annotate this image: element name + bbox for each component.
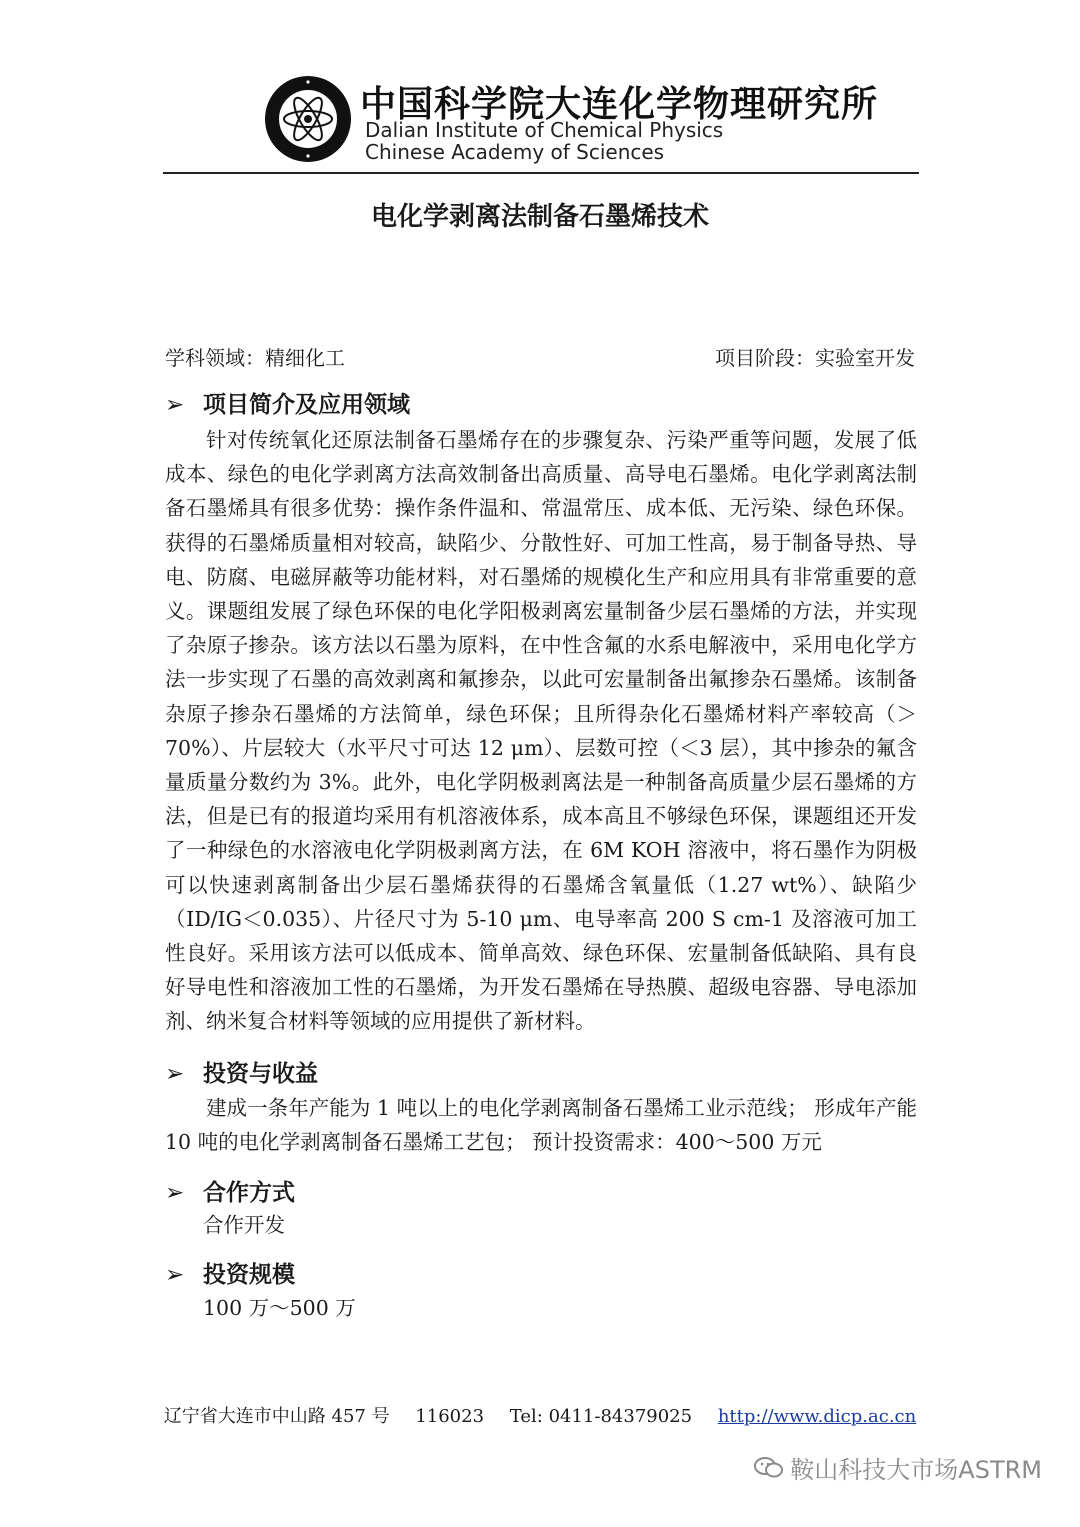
institute-seal-logo — [263, 74, 353, 164]
footer-contact — [0, 1402, 1080, 1428]
section-body-investment-return: 建成一条年产能为 1 吨以上的电化学剥离制备石墨烯工业示范线； 形成年产能 10 吨的电化学剥离制备石墨烯工艺包； 预计投资需求：400～500 万元 — [165, 1096, 917, 1155]
section-heading-label: 投资规模 — [203, 1262, 295, 1288]
section-body-investment-scale: 100 万～500 万 — [203, 1296, 356, 1320]
wechat-icon — [754, 1456, 784, 1480]
footer-postcode: 116023 — [415, 1406, 485, 1427]
arrow-bullet-icon: ➢ — [165, 1061, 185, 1087]
section-heading-investment-return — [165, 1055, 318, 1088]
section-heading-cooperation — [165, 1174, 295, 1207]
project-stage: 项目阶段：实验室开发 — [715, 346, 915, 370]
institute-name-chinese: 中国科学院大连化学物理研究所 — [360, 83, 879, 125]
section-heading-intro — [165, 386, 410, 419]
wechat-watermark — [754, 1450, 1042, 1485]
header-divider — [163, 172, 919, 174]
section-heading-label: 合作方式 — [203, 1180, 295, 1206]
section-heading-label: 项目简介及应用领域 — [203, 392, 410, 418]
subject-field: 学科领域：精细化工 — [165, 346, 345, 370]
document-title: 电化学剥离法制备石墨烯技术 — [370, 202, 709, 232]
arrow-bullet-icon: ➢ — [165, 1180, 185, 1206]
institute-name-english-line2: Chinese Academy of Sciences — [365, 140, 665, 164]
arrow-bullet-icon: ➢ — [165, 1262, 185, 1288]
institute-name-english-line1: Dalian Institute of Chemical Physics — [365, 118, 724, 142]
section-body-intro: 针对传统氧化还原法制备石墨烯存在的步骤复杂、污染严重等问题，发展了低成本、绿色的电化学剥离方法高效制备出高质量、高导电石墨烯。电化学剥离法制备石墨烯具有很多优势：操作条件温和、常温常压、成本低、无污染、绿色环保。获得的石墨烯质量相对较高，缺陷少、分散性好、可加工性高，易于制备导热、导电、防腐、电磁屏蔽等功能材料，对石墨烯的规模化生产和应用具有非常重要的意义。课题组发展了绿色环保的电化学阳极剥离宏量制备少层石墨烯的方法，并实现了杂原子掺杂。该方法以石墨为原料，在中性含氟的水系电解液中，采用电化学方法一步实现了石墨的高效剥离和氟掺杂，以此可宏量制备出氟掺杂石墨烯。该制备杂原子掺杂石墨烯的方法简单，绿色环保；且所得杂化石墨烯材料产率较高（＞70%）、片层较大（水平尺寸可达 12 μm）、层数可控（＜3 层），其中掺杂的氟含量质量分数约为 3%。此外，电化学阴极剥离法是一种制备高质量少层石墨烯的方法，但是已有的报道均采用有机溶液体系，成本高且不够绿色环保，课题组还开发了一种绿色的水溶液电化学阴极剥离方法，在 6M KOH 溶液中，将石墨作为阴极可以快速剥离制备出少层石墨烯获得的石墨烯含氧量低（1.27 wt%）、缺陷少（ID/IG＜0.035）、片径尺寸为 5-10 μm、电导率高 200 S cm-1 及溶液可加工性良好。采用该方法可以低成本、简单高效、绿色环保、宏量制备低缺陷、具有良好导电性和溶液加工性的石墨烯，为开发石墨烯在导热膜、超级电容器、导电添加剂、纳米复合材料等领域的应用提供了新材料。 — [165, 428, 917, 1034]
section-heading-investment-scale — [165, 1256, 295, 1289]
arrow-bullet-icon: ➢ — [165, 392, 185, 418]
letterhead — [160, 68, 920, 174]
section-heading-label: 投资与收益 — [203, 1061, 318, 1087]
footer-website-link[interactable]: http://www.dicp.ac.cn — [717, 1406, 917, 1427]
footer-tel: Tel: 0411-84379025 — [509, 1406, 693, 1427]
section-body-cooperation: 合作开发 — [203, 1213, 285, 1237]
watermark-text: 鞍山科技大市场ASTRM — [790, 1456, 1042, 1484]
footer-address: 辽宁省大连市中山路 457 号 — [163, 1406, 390, 1427]
